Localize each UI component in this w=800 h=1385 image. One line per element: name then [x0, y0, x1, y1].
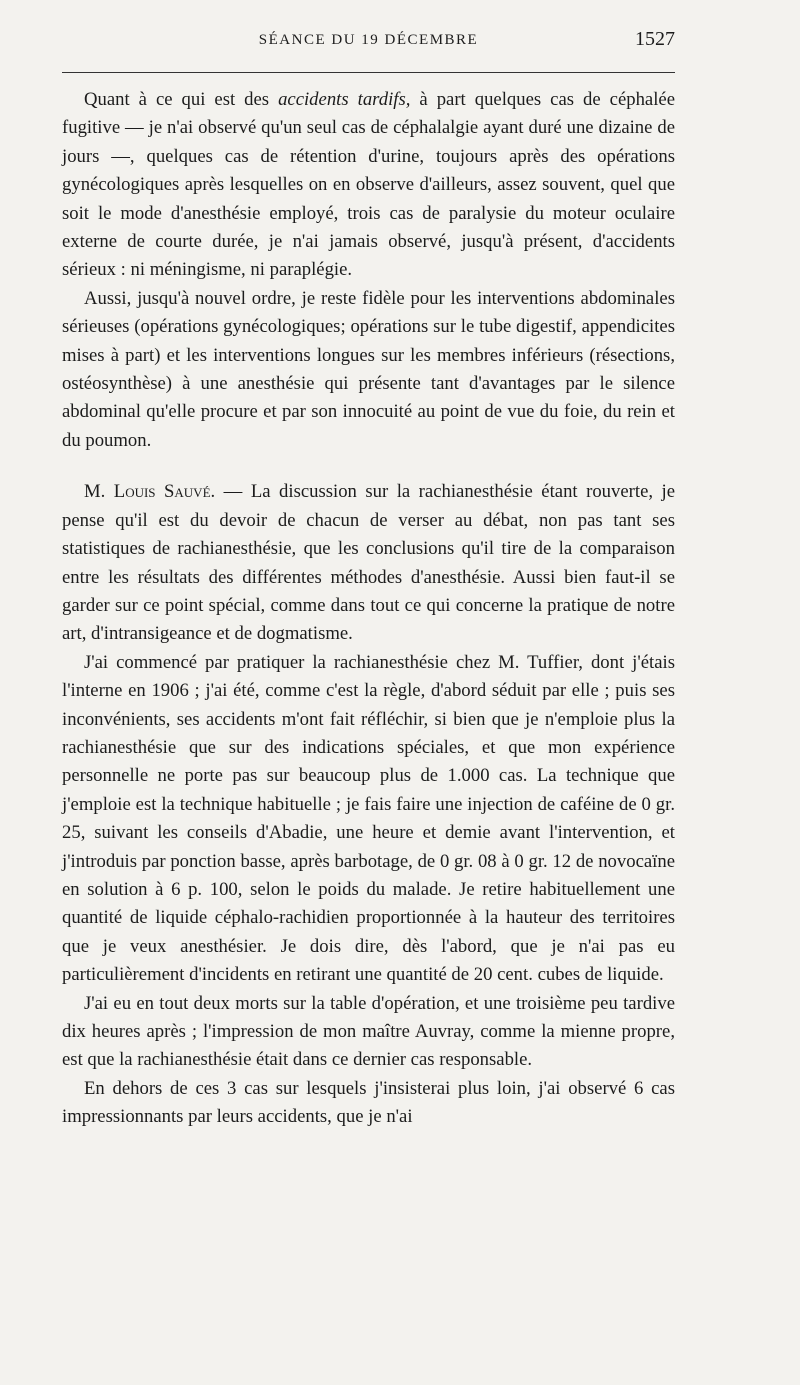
speaker-prefix: M. [84, 481, 114, 503]
paragraph-text: — La discussion sur la rachianesthésie étant rouverte, je pense qu'il est du devoir de chacun de verser au débat, non pas tant ses statistiques de rachianesthésie, que les conclusions qu'il tire de la comparaison entre les résultats des différentes méthodes d'anesthésie. Aussi bien faut-il se garder sur ce point spécial, comme dans tout ce qui concerne la pratique de notre art, d'intransigeance et de dogmatisme. [62, 481, 676, 645]
speaker-name: Louis Sauvé. [113, 481, 216, 503]
paragraph-technique: J'ai commencé par pratiquer la rachianesthésie chez M. Tuffier, dont j'étais l'interne en 1906 ; j'ai été, comme c'est la règle, d'abord séduit par elle ; puis ses inconvénients, ses accidents m'ont fait réfléchir, si bien que je n'emploie plus la rachianesthésie que sur des indications spéciales, et que mon expérience personnelle ne porte pas sur beaucoup plus de 1.000 cas. La technique que j'emploie est la technique habituelle ; je fais faire une injection de caféine de 0 gr. 25, suivant les conseils d'Abadie, une heure et demie avant l'intervention, et j'introduis par ponction basse, après barbotage, de 0 gr. 08 à 0 gr. 12 de novocaïne en solution à 6 p. 100, selon le poids du malade. Je retire habituellement une quantité de liquide céphalo-rachidien proportionnée à la hauteur des territoires que je veux anesthésier. Je dois dire, dès l'abord, que je n'ai pas eu particulièrement d'incidents en retirant une quantité de 20 cent. cubes de liquide. [62, 651, 675, 986]
paragraph-deaths: J'ai eu en tout deux morts sur la table d'opération, et une troisième peu tardive dix heures après ; l'impression de mon maître Auvray, comme la mienne propre, est que la rachianesthésie était dans ce dernier cas responsable. [62, 992, 675, 1071]
header-rule [62, 72, 675, 73]
running-title: SÉANCE DU 19 DÉCEMBRE [258, 32, 479, 48]
paragraph-late-accidents [62, 86, 675, 285]
paragraph-other-cases: En dehors de ces 3 cas sur lesquels j'insisterai plus loin, j'ai observé 6 cas impressionnants par leurs accidents, que je n'ai [62, 1077, 675, 1128]
paragraph-text: à part quelques cas de céphalée fugitive — je n'ai observé qu'un seul cas de céphalalgie ayant duré une dizaine de jours —, quelques cas de rétention d'urine, toujours après des opérations gynécologiques après lesquelles on en observe d'ailleurs, assez souvent, quel que soit le mode d'anesthésie employé, trois cas de paralysie du moteur oculaire externe de courte durée, je n'ai jamais observé, jusqu'à présent, d'accidents sérieux : ni méningisme, ni paraplégie. [62, 89, 675, 281]
paragraph-louis-sauve [62, 478, 675, 648]
body-text [62, 86, 675, 1132]
page-number: 1527 [635, 28, 675, 50]
paragraph-text: Quant à ce qui est des [84, 89, 279, 110]
running-head [62, 28, 675, 58]
emphasis-late-accidents: accidents tardifs, [278, 89, 411, 110]
paragraph-conclusion: Aussi, jusqu'à nouvel ordre, je reste fidèle pour les interventions abdominales sérieuses (opérations gynécologiques; opérations sur le tube digestif, appendicites mises à part) et les interventions longues sur les membres inférieurs (résections, ostéosynthèse) à une anesthésie qui présente tant d'avantages par le silence abdominal qu'elle procure et par son innocuité au point de vue du foie, du rein et du poumon. [62, 287, 675, 451]
